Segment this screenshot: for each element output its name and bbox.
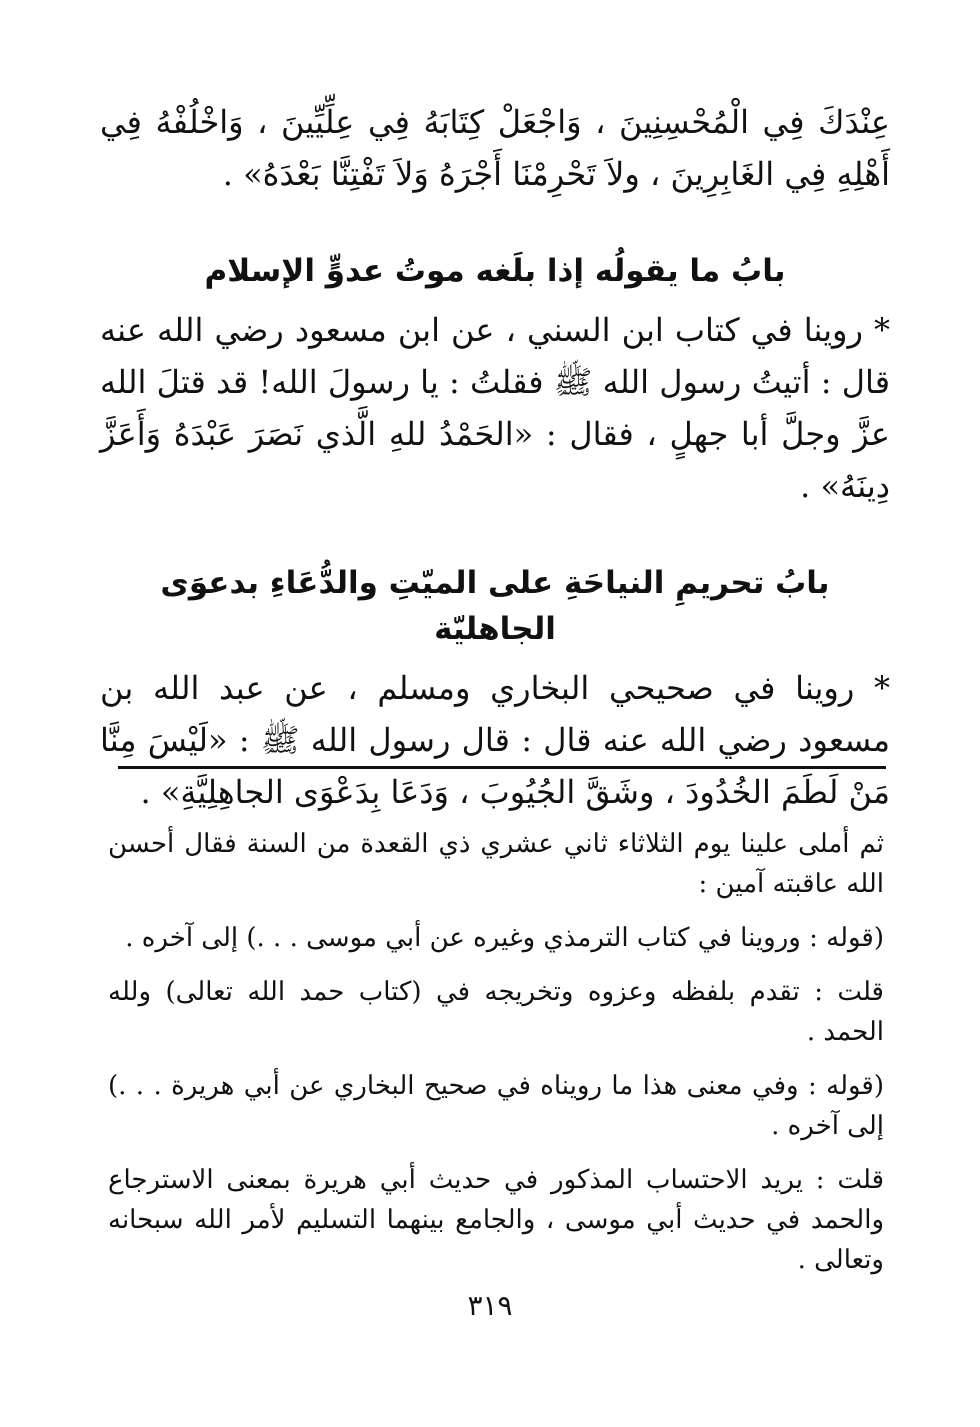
section-heading-wailing: بابُ تحريمِ النياحَةِ على الميّتِ والدُّعَاءِ بدعوَى الجاهليّة	[160, 565, 830, 647]
section-body-enemy-death: * روينا في كتاب ابن السني ، عن ابن مسعود رضي الله عنه قال : أتيتُ رسول الله ﷺ فقلتُ : يا رسولَ الله! قد قتلَ الله عزَّ وجلَّ أبا جهلٍ ، فقال : «الحَمْدُ للهِ الَّذي نَصَرَ عَبْدَهُ وَأَعَزَّ دِينَهُ» .	[100, 311, 890, 505]
section-body-wailing: * روينا في صحيحي البخاري ومسلم ، عن عبد الله بن مسعود رضي الله عنه قال : قال رسول الله ﷺ : «لَيْسَ مِنَّا مَنْ لَطَمَ الخُدُودَ ، وشَقَّ الجُيُوبَ ، وَدَعَا بِدَعْوَى الجاهِلِيَّةِ» .	[100, 669, 890, 811]
footnote-separator	[118, 766, 886, 769]
footnote-paragraph: (قوله : وروينا في كتاب الترمذي وغيره عن أبي موسى . . .) إلى آخره .	[125, 923, 884, 953]
page-number: ٣١٩	[467, 1289, 513, 1322]
intro-paragraph: عِنْدَكَ فِي الْمُحْسِنِينَ ، وَاجْعَلْ كِتَابَهُ فِي عِلِّيِّينَ ، وَاخْلُفْهُ فِي أَهْلِهِ فِي الغَابِرِينَ ، ولاَ تَحْرِمْنَا أَجْرَهُ وَلاَ تَفْتِنَّا بَعْدَهُ» .	[100, 103, 890, 193]
footnote-paragraph: قلت : يريد الاحتساب المذكور في حديث أبي هريرة بمعنى الاسترجاع والحمد في حديث أبي موسى ، والجامع بينهما التسليم لأمر الله سبحانه وتعالى .	[108, 1165, 884, 1275]
section-heading-enemy-death: بابُ ما يقولُه إذا بلَغه موتُ عدوٍّ الإسلام	[204, 253, 786, 289]
footnote-paragraph: ثم أملى علينا يوم الثلاثاء ثاني عشري ذي القعدة من السنة فقال أحسن الله عاقبته آمين :	[108, 829, 884, 899]
main-text	[100, 96, 890, 818]
footnote-paragraph: قلت : تقدم بلفظه وعزوه وتخريجه في (كتاب حمد الله تعالى) ولله الحمد .	[108, 977, 884, 1047]
commentary-footnotes	[108, 824, 884, 1294]
footnote-paragraph: (قوله : وفي معنى هذا ما رويناه في صحيح البخاري عن أبي هريرة . . .) إلى آخره .	[108, 1071, 884, 1141]
